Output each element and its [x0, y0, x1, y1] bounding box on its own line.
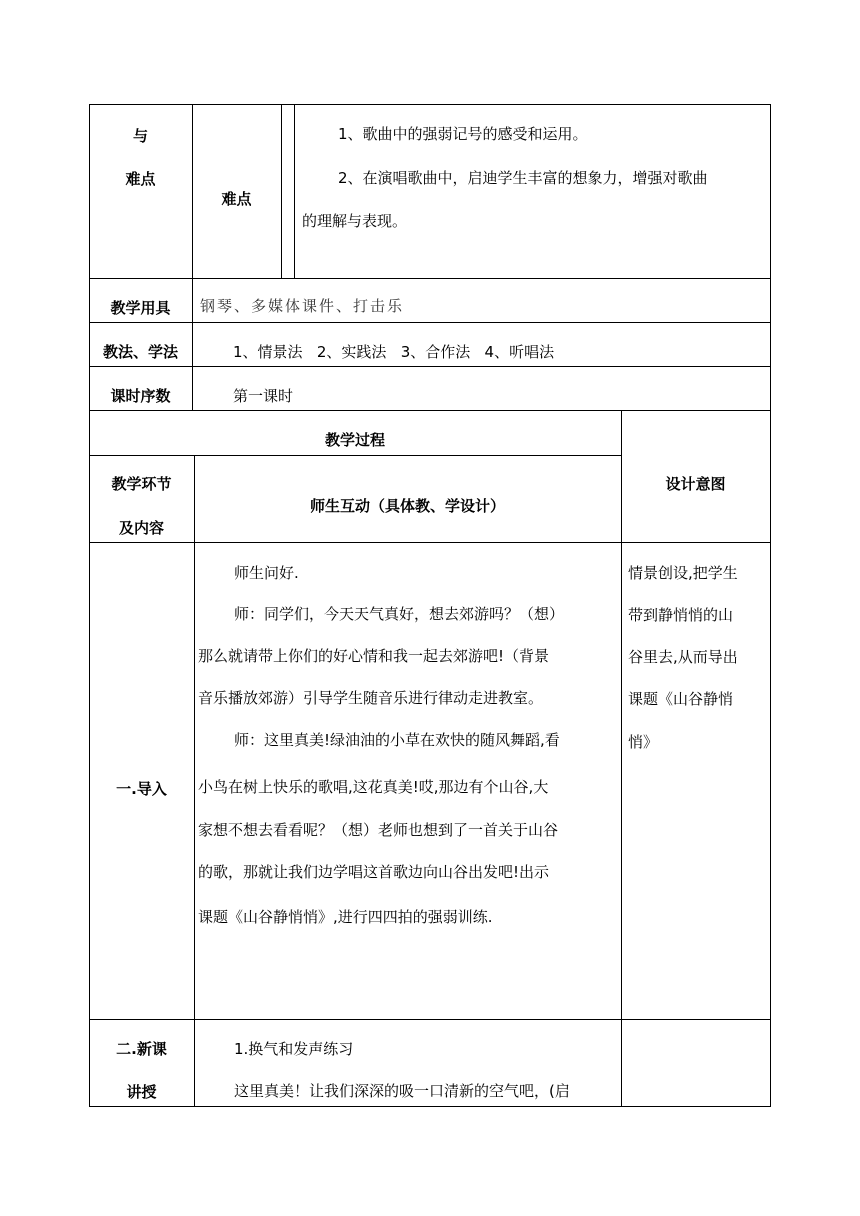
intro-line: 那么就请带上你们的好心情和我一起去郊游吧!（背景 [198, 647, 550, 665]
col-divider [281, 104, 282, 278]
design-intent-line: 课题《山谷静悄 [628, 690, 734, 708]
intro-line: 的歌，那就让我们边学唱这首歌边向山谷出发吧!出示 [198, 863, 550, 881]
period-value: 第一课时 [233, 387, 294, 405]
difficult-content-line: 2、在演唱歌曲中，启迪学生丰富的想象力，增强对歌曲 [338, 169, 708, 187]
design-intent-line: 情景创设,把学生 [628, 564, 738, 582]
row-divider [89, 455, 621, 456]
row-divider [89, 1019, 771, 1020]
new-lesson-label-line1: 二.新课 [116, 1040, 167, 1058]
table-border-bottom [89, 1106, 771, 1107]
col-divider [294, 104, 295, 278]
new-lesson-line: 这里真美！让我们深深的吸一口清新的空气吧，(启 [234, 1082, 570, 1100]
key-difficult-label-line1: 与 [132, 127, 148, 145]
methods-label: 教法、学法 [102, 343, 178, 361]
difficult-content-line: 的理解与表现。 [302, 212, 408, 230]
period-label: 课时序数 [110, 387, 171, 405]
difficult-content-line: 1、歌曲中的强弱记号的感受和运用。 [338, 125, 588, 143]
tools-value: 钢琴、多媒体课件、打击乐 [200, 297, 405, 315]
col-divider [192, 278, 193, 410]
row-divider [89, 542, 771, 543]
intro-line: 小鸟在树上快乐的歌唱,这花真美!哎,那边有个山谷,大 [198, 778, 549, 796]
tools-label: 教学用具 [110, 299, 171, 317]
new-lesson-line: 1.换气和发声练习 [234, 1040, 354, 1058]
table-border-left [89, 104, 90, 1107]
section-col-header-line2: 及内容 [118, 519, 164, 537]
row-divider [89, 410, 771, 411]
methods-value: 1、情景法 2、实践法 3、合作法 4、听唱法 [233, 343, 555, 361]
section-col-header-line1: 教学环节 [111, 475, 172, 493]
col-divider [621, 410, 622, 1107]
design-intent-line: 谷里去,从而导出 [628, 648, 738, 666]
intro-line: 师生问好. [234, 564, 299, 582]
key-difficult-label-line2: 难点 [125, 170, 156, 188]
intro-line: 师：这里真美!绿油油的小草在欢快的随风舞蹈,看 [234, 731, 560, 749]
design-intent-line: 悄》 [628, 733, 659, 751]
difficult-label: 难点 [221, 190, 252, 208]
intro-line: 音乐播放郊游）引导学生随音乐进行律动走进教室。 [198, 689, 544, 707]
design-intent-line: 带到静悄悄的山 [628, 606, 734, 624]
intro-line: 课题《山谷静悄悄》,进行四四拍的强弱训练. [198, 908, 493, 926]
new-lesson-label-line2: 讲授 [126, 1083, 157, 1101]
table-border-right [770, 104, 771, 1107]
intro-label: 一.导入 [116, 780, 167, 798]
intro-line: 师：同学们，今天天气真好，想去郊游吗？（想） [234, 605, 565, 623]
process-header: 教学过程 [324, 431, 385, 449]
design-intent-col-header: 设计意图 [665, 475, 726, 493]
intro-line: 家想不想去看看呢？（想）老师也想到了一首关于山谷 [198, 821, 559, 839]
interaction-col-header: 师生互动（具体教、学设计） [309, 497, 505, 515]
col-divider [194, 455, 195, 1107]
